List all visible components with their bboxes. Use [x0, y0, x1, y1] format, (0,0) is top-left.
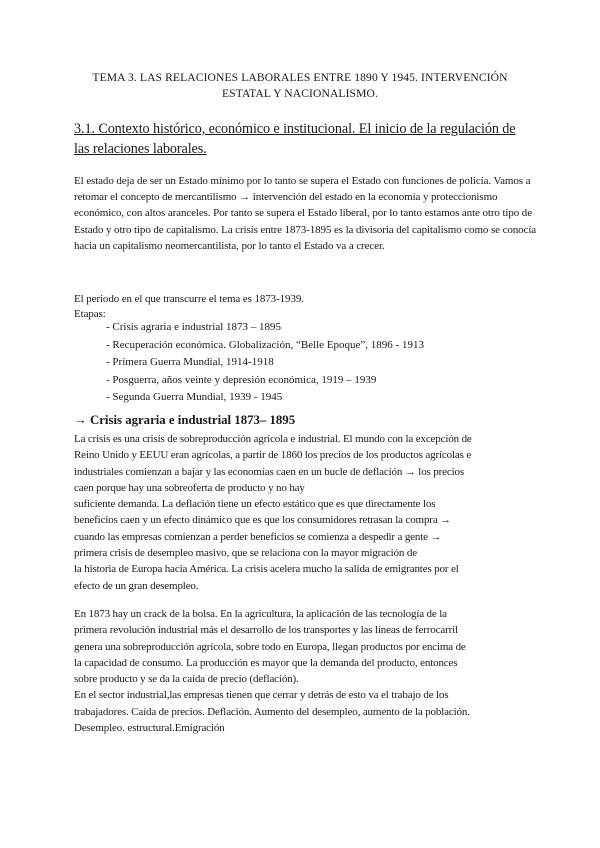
document-title-line-2: ESTATAL Y NACIONALISMO. — [222, 87, 378, 100]
paragraph-line: trabajadores. Caída de precios. Deflación. Aumento del desempleo, aumento de la población. — [74, 705, 470, 718]
paragraph-line: Reino Unido y EEUU eran agrícolas, a partir de 1860 los precios de los productos agrícolas e — [74, 449, 472, 462]
stage-item: - Recuperación económica. Globalización, “Belle Epoque”, 1896 - 1913 — [106, 338, 424, 351]
document-title — [60, 70, 540, 102]
paragraph-line: En el sector industrial,las empresas tienen que cerrar y detrás de esto va el trabajo de los — [74, 689, 449, 702]
section-heading: 3.1. Contexto histórico, económico e institucional. El inicio de la regulación de las relaciones laborales. — [74, 121, 516, 157]
paragraph-line: efecto de un gran desempleo. — [74, 579, 199, 592]
paragraph-line: caen porque hay una sobreoferta de producto y no hay — [74, 481, 305, 494]
paragraph-line: primera crisis de desempleo masivo, que se relaciona con la mayor migración de — [74, 547, 417, 560]
stage-item: - Primera Guerra Mundial, 1914-1918 — [106, 356, 274, 369]
paragraph-line: la historia de Europa hacia América. La crisis acelera mucho la salida de emigrantes por el — [74, 563, 459, 576]
paragraph-line: primera revolución industrial más el desarrollo de los transportes y las líneas de ferrocarril — [74, 624, 458, 637]
document-title-line-1: TEMA 3. LAS RELACIONES LABORALES ENTRE 1890 Y 1945. INTERVENCIÓN — [92, 71, 508, 84]
crack-paragraph — [74, 606, 554, 736]
paragraph-line: la capacidad de consumo. La producción es mayor que la demanda del producto, entonces — [74, 656, 458, 669]
stage-item: - Segunda Guerra Mundial, 1939 - 1945 — [106, 391, 283, 404]
paragraph-line: La crisis es una crisis de sobreproducción agrícola e industrial. El mundo con la excepción de — [74, 433, 472, 445]
stage-item: - Posguerra, años veinte y depresión económica, 1919 – 1939 — [106, 373, 377, 386]
stage-item: - Crisis agraria e industrial 1873 – 1895 — [106, 321, 282, 333]
paragraph-line: beneficios caen y un efecto dinámico que es que los consumidores retrasan la compra → — [74, 514, 451, 527]
stages-list — [106, 319, 424, 407]
paragraph-line: Desempleo. estructural.Emigración — [74, 722, 225, 735]
paragraph-line: En 1873 hay un crack de la bolsa. En la agricultura, la aplicación de las tecnología de la — [74, 608, 447, 620]
crisis-paragraph — [74, 431, 554, 594]
paragraph-line: industriales comienzan a bajar y las economías caen en un bucle de deflación → los precios — [74, 465, 464, 478]
paragraph-line: cuando las empresas comienzan a perder beneficios se comienza a despedir a gente → — [74, 530, 442, 543]
intro-paragraph: El estado deja de ser un Estado mínimo por lo tanto se supera el Estado con funciones de policía. Vamos a retomar el concepto de mercantilismo → intervención del estado en la economía y proteccionismo económico, con altos aranceles. Por tanto se supera el Estado liberal, por lo tanto estamos ante otro tipo de Estado y otro tipo de capitalismo. La crisis entre 1873-1895 es la divisoria del capitalismo como se conocía hacia un capitalismo neomercantilista, por lo tanto el Estado va a crecer. — [74, 175, 537, 252]
period-text: El periodo en el que transcurre el tema es 1873-1939. — [74, 293, 304, 305]
paragraph-line: sobre producto y se da la caída de precio (deflación). — [74, 673, 299, 686]
paragraph-line: genera una sobreproducción agrícola, sobre todo en Europa, llegan productos por encima de — [74, 640, 466, 653]
stages-label: Etapas: — [74, 308, 106, 320]
paragraph-line: suficiente demanda. La deflación tiene un efecto estático que es que directamente los — [74, 498, 436, 511]
crisis-heading: → Crisis agraria e industrial 1873– 1895 — [74, 413, 296, 427]
